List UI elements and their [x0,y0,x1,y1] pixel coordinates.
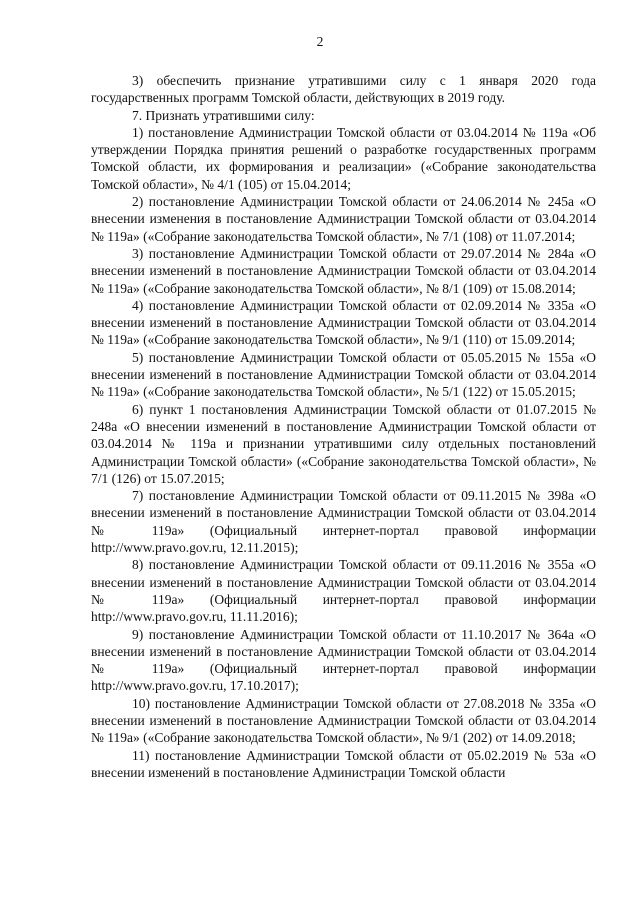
page-number: 2 [316,34,324,49]
repeal-item-6: 6) пункт 1 постановления Администрации Томской области от 01.07.2015 № 248а «О внесении изменений в постановление Администрации Томской области от 03.04.2014 № 119а и признании утратившими силу отдельных постановлений Администрации Томской области» («Собрание законодательства Томской области», № 7/1 (126) от 15.07.2015; [91,401,596,486]
repeal-item-8: 8) постановление Администрации Томской области от 09.11.2016 № 355а «О внесении изменений в постановление Администрации Томской области от 03.04.2014 № 119а» (Официальный интернет-портал правовой информации http://www.pravo.gov.ru, 11.11.2016); [91,557,596,625]
repeal-item-10: 10) постановление Администрации Томской области от 27.08.2018 № 335а «О внесении изменений в постановление Администрации Томской области от 03.04.2014 № 119а» («Собрание законодательства Томской области», № 9/1 (202) от 14.09.2018; [91,695,596,746]
paragraph-item-3: 3) обеспечить признание утратившими силу с 1 января 2020 года государственных программ Томской области, действующих в 2019 году. [91,73,596,106]
repeal-item-4: 4) постановление Администрации Томской области от 02.09.2014 № 335а «О внесении изменений в постановление Администрации Томской области от 03.04.2014 № 119а» («Собрание законодательства Томской области», № 9/1 (110) от 15.09.2014; [91,297,596,348]
repeal-item-11: 11) постановление Администрации Томской области от 05.02.2019 № 53а «О внесении изменений в постановление Администрации Томской области [91,747,596,780]
repeal-item-9: 9) постановление Администрации Томской области от 11.10.2017 № 364а «О внесении изменений в постановление Администрации Томской области от 03.04.2014 № 119а» (Официальный интернет-портал правовой информации http://www.pravo.gov.ru, 17.10.2017); [91,626,596,694]
repeal-item-7: 7) постановление Администрации Томской области от 09.11.2015 № 398а «О внесении изменений в постановление Администрации Томской области от 03.04.2014 № 119а» (Официальный интернет-портал правовой информации http://www.pravo.gov.ru, 12.11.2015); [91,488,596,556]
repeal-item-5: 5) постановление Администрации Томской области от 05.05.2015 № 155а «О внесении изменений в постановление Администрации Томской области от 03.04.2014 № 119а» («Собрание законодательства Томской области», № 5/1 (122) от 15.05.2015; [91,349,596,400]
repeal-item-2: 2) постановление Администрации Томской области от 24.06.2014 № 245а «О внесении изменения в постановление Администрации Томской области от 03.04.2014 № 119а» («Собрание законодательства Томской области», № 7/1 (108) от 11.07.2014; [91,194,596,244]
repeal-item-1: 1) постановление Администрации Томской области от 03.04.2014 № 119а «Об утверждении Порядка принятия решений о разработке государственных программ Томской области, их формирования и реализации» («Собрание законодательства Томской области», № 4/1 (105) от 15.04.2014; [91,124,596,192]
document-body [91,72,596,781]
paragraph-section-7: 7. Признать утратившими силу: [132,107,315,123]
repeal-item-3: 3) постановление Администрации Томской области от 29.07.2014 № 284а «О внесении изменений в постановление Администрации Томской области от 03.04.2014 № 119а» («Собрание законодательства Томской области», № 8/1 (109) от 15.08.2014; [91,245,596,296]
